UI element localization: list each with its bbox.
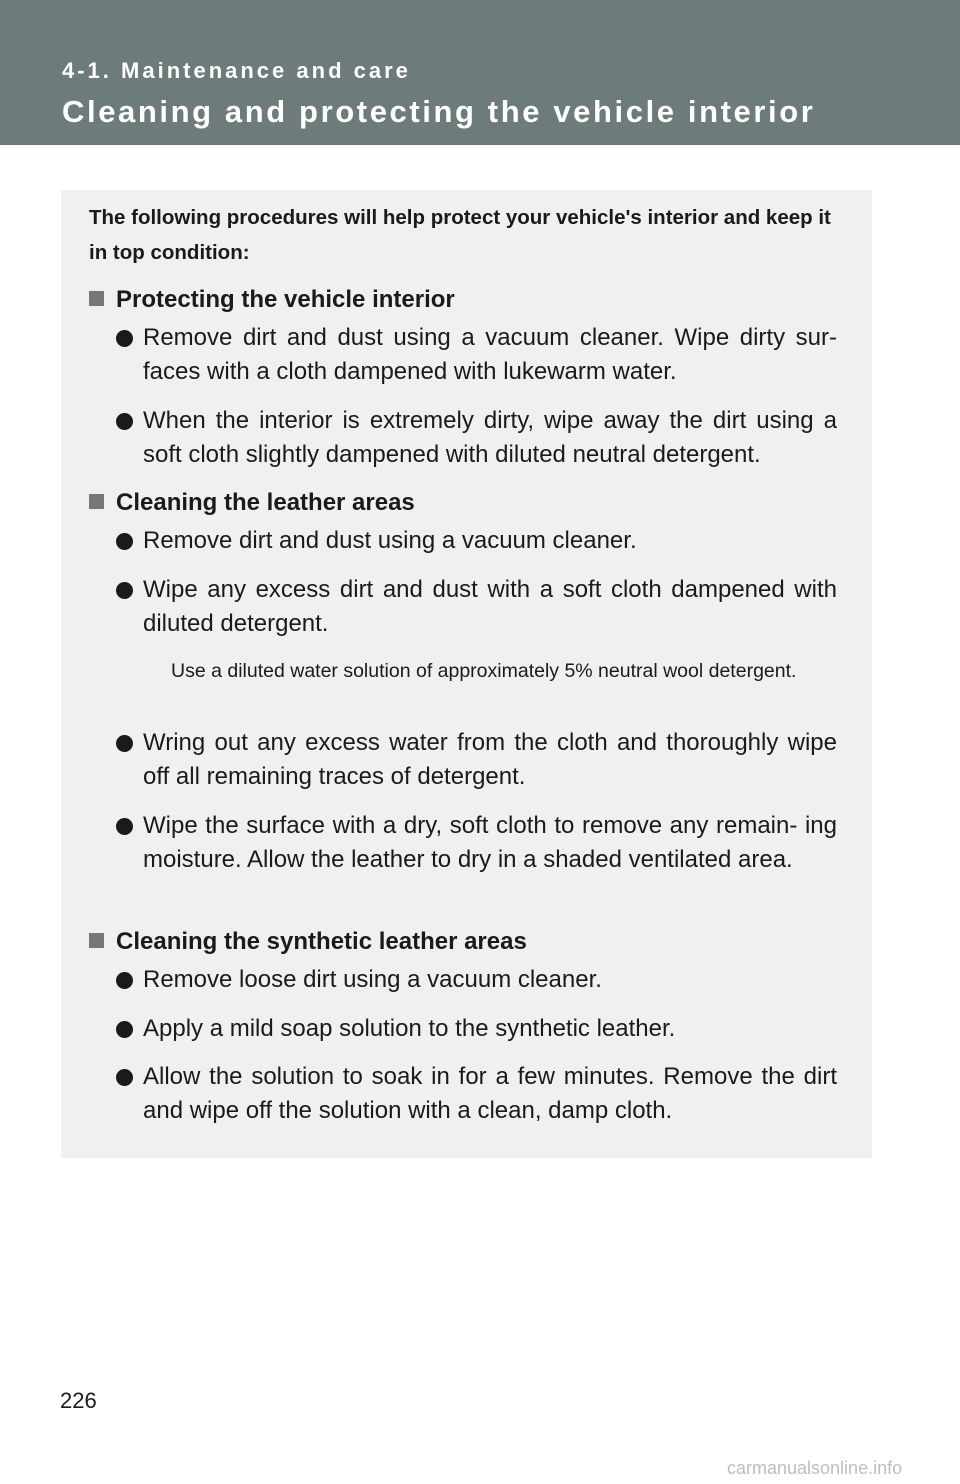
list-item: Remove dirt and dust using a vacuum cleaner. [143,524,837,558]
square-bullet-icon [89,494,104,509]
list-item: Remove loose dirt using a vacuum cleaner. [143,963,837,997]
section-heading: Cleaning the leather areas [89,486,415,520]
note-text: Use a diluted water solution of approximately 5% neutral wool detergent. [171,660,797,682]
round-bullet-icon [116,1069,133,1086]
list-item: When the interior is extremely dirty, wipe away the dirt using a soft cloth slightly dampened with diluted neutral detergent. [143,404,837,472]
list-item: Wipe the surface with a dry, soft cloth to remove any remain- ing moisture. Allow the leather to dry in a shaded ventilated area. [143,809,837,877]
list-item: Wring out any excess water from the cloth and thoroughly wipe off all remaining traces of detergent. [143,726,837,794]
list-item: Allow the solution to soak in for a few minutes. Remove the dirt and wipe off the solution with a clean, damp cloth. [143,1060,837,1128]
square-bullet-icon [89,291,104,306]
page-header [0,0,960,145]
round-bullet-icon [116,735,133,752]
section-heading: Cleaning the synthetic leather areas [89,925,527,959]
content-box [61,190,872,1158]
round-bullet-icon [116,972,133,989]
page-number: 226 [60,1388,97,1413]
round-bullet-icon [116,413,133,430]
round-bullet-icon [116,582,133,599]
intro-text: The following procedures will help protect your vehicle's interior and keep it in top condition: [89,206,831,264]
section-heading: Protecting the vehicle interior [89,283,455,317]
page-title: Cleaning and protecting the vehicle interior [62,94,816,129]
round-bullet-icon [116,330,133,347]
square-bullet-icon [89,933,104,948]
round-bullet-icon [116,533,133,550]
section-label: 4-1. Maintenance and care [62,58,411,83]
round-bullet-icon [116,818,133,835]
list-item: Wipe any excess dirt and dust with a soft cloth dampened with diluted detergent. [143,573,837,641]
round-bullet-icon [116,1021,133,1038]
watermark: carmanualsonline.info [727,1458,903,1478]
list-item: Remove dirt and dust using a vacuum cleaner. Wipe dirty sur- faces with a cloth dampened with lukewarm water. [143,321,837,389]
list-item: Apply a mild soap solution to the synthetic leather. [143,1012,837,1046]
